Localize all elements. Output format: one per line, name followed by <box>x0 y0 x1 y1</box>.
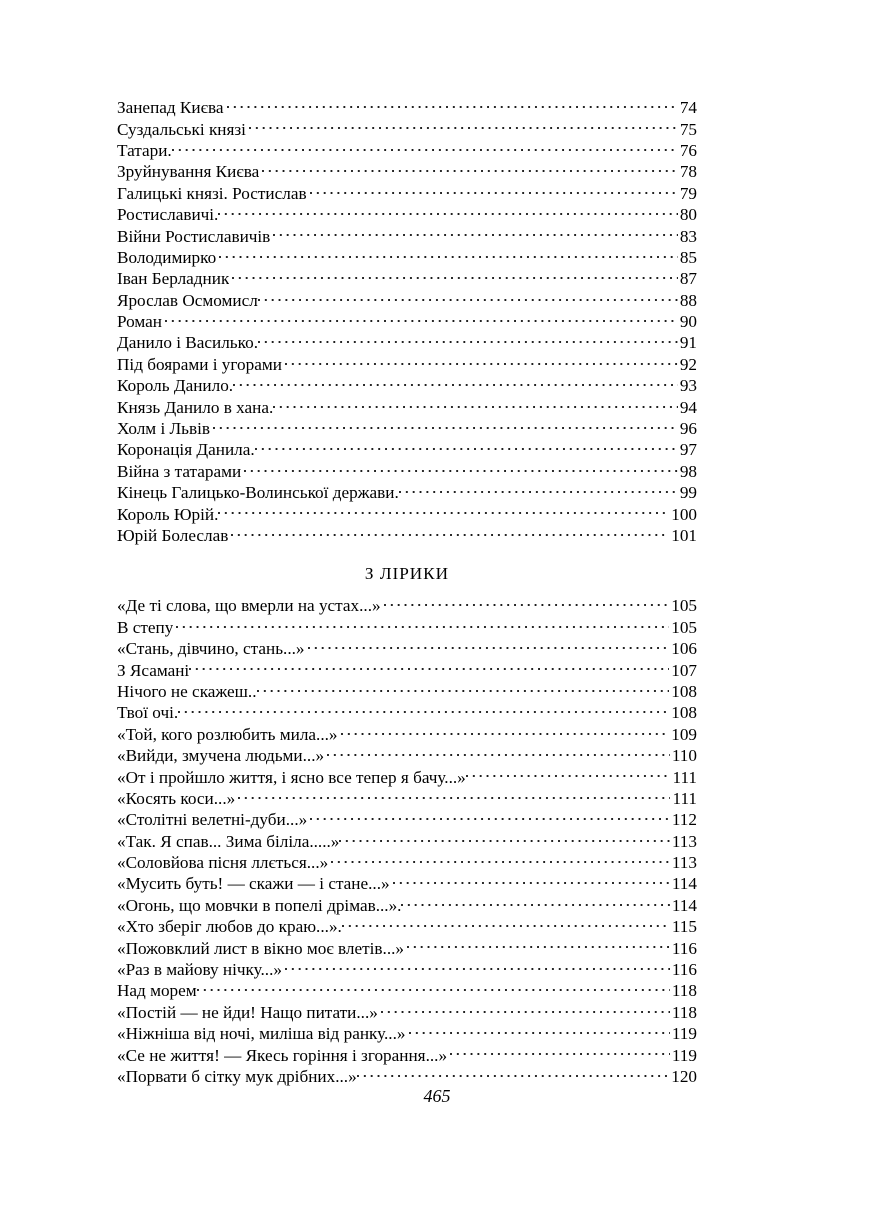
toc-entry-title: Король Данило. <box>117 376 234 396</box>
toc-entry-title: «Мусить буть! — скажи — і стане...» <box>117 874 390 894</box>
toc-entry[interactable] <box>117 1001 697 1022</box>
table-of-contents <box>117 96 697 1086</box>
toc-entry[interactable] <box>117 616 697 637</box>
dot-leader <box>258 331 678 348</box>
toc-entry-title: В степу <box>117 617 174 637</box>
toc-entry-page-number: 108 <box>671 681 697 701</box>
toc-entry[interactable] <box>117 160 697 181</box>
toc-entry-page-number: 109 <box>671 724 697 744</box>
dot-leader <box>178 701 669 718</box>
dot-leader <box>218 502 669 519</box>
toc-entry-title: «Стань, дівчино, стань...» <box>117 639 305 659</box>
toc-entry-page-number: 83 <box>679 226 697 246</box>
toc-entry[interactable] <box>117 744 697 765</box>
toc-entry-page-number: 107 <box>671 660 697 680</box>
toc-entry[interactable] <box>117 979 697 1000</box>
toc-entry-title: Нічого не скажеш.. <box>117 681 257 701</box>
toc-entry-page-number: 116 <box>671 960 697 980</box>
toc-entry-title: Зруйнування Києва <box>117 162 260 182</box>
dot-leader <box>327 744 670 761</box>
toc-entry[interactable] <box>117 637 697 658</box>
toc-entry[interactable] <box>117 460 697 481</box>
toc-entry-title: «Порвати б сітку мук дрібних...» <box>117 1066 357 1086</box>
toc-entry-title: Роман <box>117 312 162 332</box>
toc-entry-page-number: 98 <box>679 461 697 481</box>
toc-entry-title: «Хто зберіг любов до краю...». <box>117 917 342 937</box>
toc-entry[interactable] <box>117 723 697 744</box>
toc-entry[interactable] <box>117 701 697 722</box>
dot-leader <box>232 267 678 284</box>
toc-entry[interactable] <box>117 353 697 374</box>
dot-leader <box>227 96 678 113</box>
toc-entry-title: Володимирко <box>117 247 217 267</box>
toc-entry-title: Іван Берладник <box>117 269 230 289</box>
toc-entry[interactable] <box>117 331 697 352</box>
toc-entry-page-number: 99 <box>679 483 697 503</box>
dot-leader <box>165 310 678 327</box>
toc-entry[interactable] <box>117 830 697 851</box>
toc-entry-page-number: 85 <box>679 247 697 267</box>
toc-entry-title: «Ніжніша від ночі, миліша від ранку...» <box>117 1024 406 1044</box>
toc-entry[interactable] <box>117 289 697 310</box>
dot-leader <box>189 658 669 675</box>
dot-leader <box>176 616 669 633</box>
toc-entry-title: З Ясамані <box>117 660 190 680</box>
toc-entry-page-number: 110 <box>671 746 697 766</box>
toc-entry-title: Твої очі. <box>117 703 179 723</box>
toc-entry-title: «Вийди, змучена людьми...» <box>117 746 325 766</box>
toc-entry-page-number: 114 <box>671 895 697 915</box>
dot-leader <box>450 1043 670 1060</box>
dot-leader <box>409 1022 670 1039</box>
dot-leader <box>249 117 678 134</box>
toc-entry[interactable] <box>117 395 697 416</box>
toc-entry[interactable] <box>117 438 697 459</box>
toc-entry[interactable] <box>117 915 697 936</box>
toc-entry-page-number: 114 <box>671 874 697 894</box>
toc-entry-page-number: 76 <box>679 140 697 160</box>
toc-entry-page-number: 108 <box>671 703 697 723</box>
dot-leader <box>219 246 678 263</box>
toc-entry-page-number: 75 <box>679 119 697 139</box>
toc-entry[interactable] <box>117 958 697 979</box>
toc-entry-title: Князь Данило в хана. <box>117 397 274 417</box>
dot-leader <box>331 851 670 868</box>
dot-leader <box>339 830 669 847</box>
toc-entry[interactable] <box>117 267 697 288</box>
toc-entry-page-number: 118 <box>671 981 697 1001</box>
dot-leader <box>357 1065 670 1082</box>
toc-entry[interactable] <box>117 851 697 872</box>
dot-leader <box>273 395 678 412</box>
toc-entry-title: «Так. Я спав... Зима біліла.....» <box>117 831 340 851</box>
toc-entry-page-number: 116 <box>671 938 697 958</box>
dot-leader <box>308 637 670 654</box>
toc-entry-title: Галицькі князі. Ростислав <box>117 183 307 203</box>
toc-entry-page-number: 111 <box>672 767 697 787</box>
dot-leader <box>257 680 670 697</box>
dot-leader <box>231 524 669 541</box>
toc-entry-page-number: 88 <box>679 290 697 310</box>
toc-entry[interactable] <box>117 246 697 267</box>
toc-entry-page-number: 119 <box>671 1045 697 1065</box>
section-spacer <box>117 584 697 594</box>
dot-leader <box>399 481 678 498</box>
dot-leader <box>197 979 670 996</box>
toc-entry-page-number: 79 <box>679 183 697 203</box>
toc-entry-title: Війни Ростиславичів <box>117 226 271 246</box>
toc-entry[interactable] <box>117 203 697 224</box>
toc-entry-title: Ярослав Осмомисл <box>117 290 258 310</box>
toc-entry-title: «Соловйова пісня ллється...» <box>117 853 329 873</box>
toc-entry-page-number: 96 <box>679 419 697 439</box>
dot-leader <box>244 460 678 477</box>
toc-entry[interactable] <box>117 787 697 808</box>
dot-leader <box>262 160 678 177</box>
dot-leader <box>381 1001 670 1018</box>
dot-leader <box>407 936 670 953</box>
dot-leader <box>218 203 677 220</box>
toc-entry-page-number: 78 <box>679 162 697 182</box>
toc-entry[interactable] <box>117 310 697 331</box>
toc-entry-title: Суздальські князі <box>117 119 246 139</box>
dot-leader <box>285 958 670 975</box>
toc-entry-list <box>117 96 697 545</box>
toc-entry[interactable] <box>117 524 697 545</box>
page-number: 465 <box>423 1086 451 1106</box>
toc-entry-title: Данило і Василько. <box>117 333 258 353</box>
toc-entry[interactable] <box>117 808 697 829</box>
dot-leader <box>172 139 678 156</box>
toc-entry-page-number: 112 <box>671 810 697 830</box>
toc-entry-page-number: 93 <box>679 376 697 396</box>
dot-leader <box>466 765 671 782</box>
toc-entry-page-number: 92 <box>679 354 697 374</box>
toc-entry-title: Юрій Болеслав <box>117 526 229 545</box>
toc-entry-title: Король Юрій. <box>117 504 219 524</box>
dot-leader <box>258 289 678 306</box>
dot-leader <box>393 872 670 889</box>
toc-entry-page-number: 101 <box>671 526 697 545</box>
toc-entry[interactable] <box>117 1022 697 1043</box>
toc-entry-title: «Постій — не йди! Нащо питати...» <box>117 1002 378 1022</box>
toc-entry[interactable] <box>117 224 697 245</box>
toc-entry-title: Холм і Львів <box>117 419 211 439</box>
toc-entry-page-number: 105 <box>671 617 697 637</box>
toc-entry[interactable] <box>117 1065 697 1086</box>
toc-entry-title: «Де ті слова, що вмерли на устах...» <box>117 596 381 616</box>
toc-entry-page-number: 115 <box>671 917 697 937</box>
dot-leader <box>310 808 670 825</box>
toc-entry-page-number: 118 <box>671 1002 697 1022</box>
toc-entry[interactable] <box>117 936 697 957</box>
toc-entry-title: Ростиславичі. <box>117 205 219 225</box>
toc-entry-title: «Косять коси...» <box>117 788 236 808</box>
toc-entry[interactable] <box>117 139 697 160</box>
toc-entry-page-number: 113 <box>671 831 697 851</box>
toc-entry[interactable] <box>117 502 697 523</box>
toc-entry-page-number: 97 <box>679 440 697 460</box>
toc-entry-title: Татари. <box>117 140 172 160</box>
toc-entry-page-number: 113 <box>671 853 697 873</box>
toc-entry-title: «От і пройшло життя, і ясно все тепер я бачу...» <box>117 767 466 787</box>
toc-entry[interactable] <box>117 894 697 915</box>
toc-entry[interactable] <box>117 96 697 117</box>
toc-entry-page-number: 80 <box>679 205 697 225</box>
section-heading: З ЛІРИКИ <box>364 564 450 584</box>
toc-entry[interactable] <box>117 374 697 395</box>
dot-leader <box>238 787 670 804</box>
toc-entry-title: Над морем <box>117 981 197 1001</box>
toc-entry[interactable] <box>117 417 697 438</box>
toc-entry-title: «Пожовклий лист в вікно моє влетів...» <box>117 938 405 958</box>
toc-entry-title: «Столітні велетні-дуби...» <box>117 810 308 830</box>
toc-entry[interactable] <box>117 658 697 679</box>
dot-leader <box>401 894 669 911</box>
toc-entry[interactable] <box>117 594 697 615</box>
toc-entry-title: Війна з татарами <box>117 461 242 481</box>
dot-leader <box>384 594 670 611</box>
toc-entry[interactable] <box>117 872 697 893</box>
toc-entry-title: «Огонь, що мовчки в попелі дрімав...». <box>117 895 402 915</box>
toc-entry-page-number: 91 <box>679 333 697 353</box>
toc-entry-page-number: 94 <box>679 397 697 417</box>
toc-entry-list <box>117 594 697 1086</box>
toc-entry-title: Коронація Данила. <box>117 440 255 460</box>
toc-entry-title: Під боярами і угорами <box>117 354 282 374</box>
toc-entry-page-number: 90 <box>679 312 697 332</box>
dot-leader <box>273 224 678 241</box>
dot-leader <box>255 438 678 455</box>
toc-entry-page-number: 87 <box>679 269 697 289</box>
toc-entry-page-number: 111 <box>672 788 697 808</box>
section-spacer <box>117 545 697 564</box>
dot-leader <box>233 374 678 391</box>
toc-entry-title: «Раз в майову нічку...» <box>117 960 282 980</box>
toc-entry-page-number: 119 <box>671 1024 697 1044</box>
dot-leader <box>341 723 670 740</box>
toc-entry[interactable] <box>117 481 697 502</box>
dot-leader <box>310 182 678 199</box>
dot-leader <box>342 915 670 932</box>
toc-entry-page-number: 105 <box>671 596 697 616</box>
toc-entry-title: Кінець Галицько-Волинської держави. <box>117 483 399 503</box>
toc-entry[interactable] <box>117 182 697 203</box>
dot-leader <box>285 353 678 370</box>
toc-entry-title: «Се не життя! — Якесь горіння і згорання...» <box>117 1045 448 1065</box>
toc-entry[interactable] <box>117 765 697 786</box>
toc-entry-page-number: 120 <box>671 1066 697 1086</box>
toc-entry[interactable] <box>117 1043 697 1064</box>
toc-entry-title: Занепад Києва <box>117 98 224 118</box>
toc-entry[interactable] <box>117 680 697 701</box>
toc-entry[interactable] <box>117 117 697 138</box>
toc-entry-page-number: 106 <box>671 639 697 659</box>
toc-entry-page-number: 74 <box>679 98 697 118</box>
toc-entry-page-number: 100 <box>671 504 697 524</box>
dot-leader <box>213 417 678 434</box>
toc-entry-title: «Той, кого розлюбить мила...» <box>117 724 338 744</box>
